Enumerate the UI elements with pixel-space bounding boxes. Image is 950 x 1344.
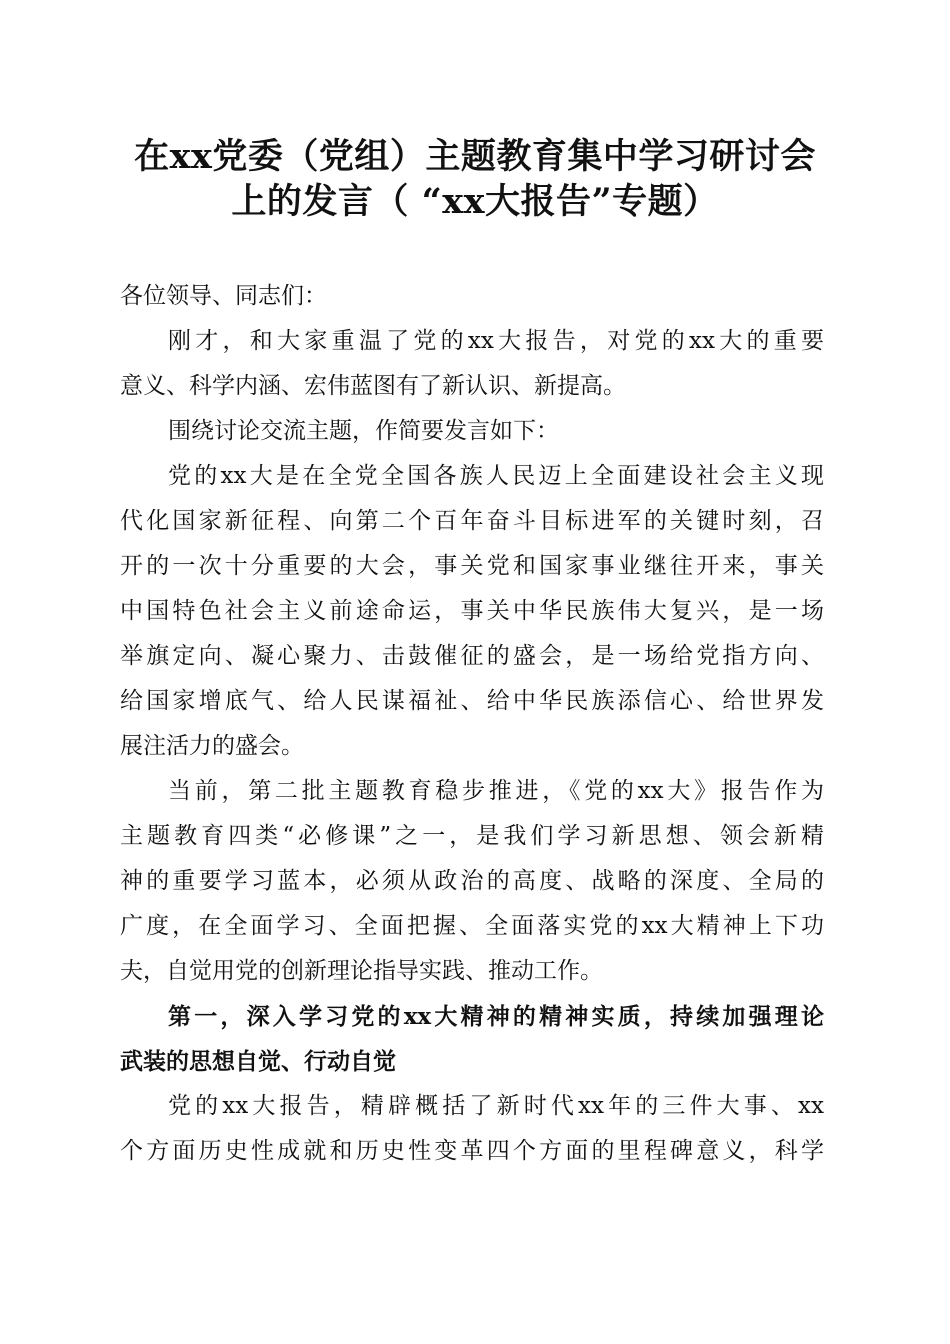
title-line-2: 上的发言（ “xx大报告”专题） — [231, 181, 719, 222]
paragraph-3 — [120, 454, 824, 769]
paragraph-4 — [120, 769, 824, 994]
paragraph-line: 党的xx大报告，精辟概括了新时代xx年的三件大事、xx — [168, 1093, 824, 1119]
paragraph-line: 举旗定向、凝心聚力、击鼓催征的盛会，是一场给党指方向、 — [120, 643, 824, 669]
title-line-1: 在xx党委（党组）主题教育集中学习研讨会 — [134, 136, 816, 177]
paragraph-line: 广度，在全面学习、全面把握、全面落实党的xx大精神上下功 — [120, 913, 824, 939]
heading-line: 武装的思想自觉、行动自觉 — [120, 1048, 396, 1075]
document-body — [120, 274, 824, 1174]
paragraph-line: 个方面历史性成就和历史性变革四个方面的里程碑意义，科学 — [120, 1138, 824, 1164]
paragraph-line: 开的一次十分重要的大会，事关党和国家事业继往开来，事关 — [120, 553, 824, 579]
paragraph-line: 神的重要学习蓝本，必须从政治的高度、战略的深度、全局的 — [120, 868, 824, 894]
paragraph-line: 代化国家新征程、向第二个百年奋斗目标进军的关键时刻，召 — [120, 508, 824, 534]
paragraph-5 — [120, 1084, 824, 1174]
paragraph-2 — [120, 409, 824, 454]
paragraph-line: 夫，自觉用党的创新理论指导实践、推动工作。 — [120, 958, 603, 984]
paragraph-line: 刚才，和大家重温了党的xx大报告，对党的xx大的重要 — [168, 328, 824, 354]
paragraph-line: 当前，第二批主题教育稳步推进，《党的xx大》报告作为 — [168, 778, 824, 804]
paragraph-1 — [120, 319, 824, 409]
paragraph-line: 党的xx大是在全党全国各族人民迈上全面建设社会主义现 — [168, 463, 824, 489]
document-title — [100, 134, 850, 224]
paragraph-line: 意义、科学内涵、宏伟蓝图有了新认识、新提高。 — [120, 373, 626, 399]
paragraph-line: 展注活力的盛会。 — [120, 733, 304, 759]
heading-line: 第一，深入学习党的xx大精神的精神实质，持续加强理论 — [168, 1003, 824, 1030]
paragraph-line: 给国家增底气、给人民谋福祉、给中华民族添信心、给世界发 — [120, 688, 824, 714]
paragraph-line: 主题教育四类“必修课”之一，是我们学习新思想、领会新精 — [120, 823, 824, 849]
section-heading-1 — [120, 994, 824, 1084]
salutation: 各位领导、同志们： — [120, 283, 327, 309]
paragraph-line: 围绕讨论交流主题，作简要发言如下： — [168, 418, 559, 444]
paragraph-line: 中国特色社会主义前途命运，事关中华民族伟大复兴，是一场 — [120, 598, 824, 624]
